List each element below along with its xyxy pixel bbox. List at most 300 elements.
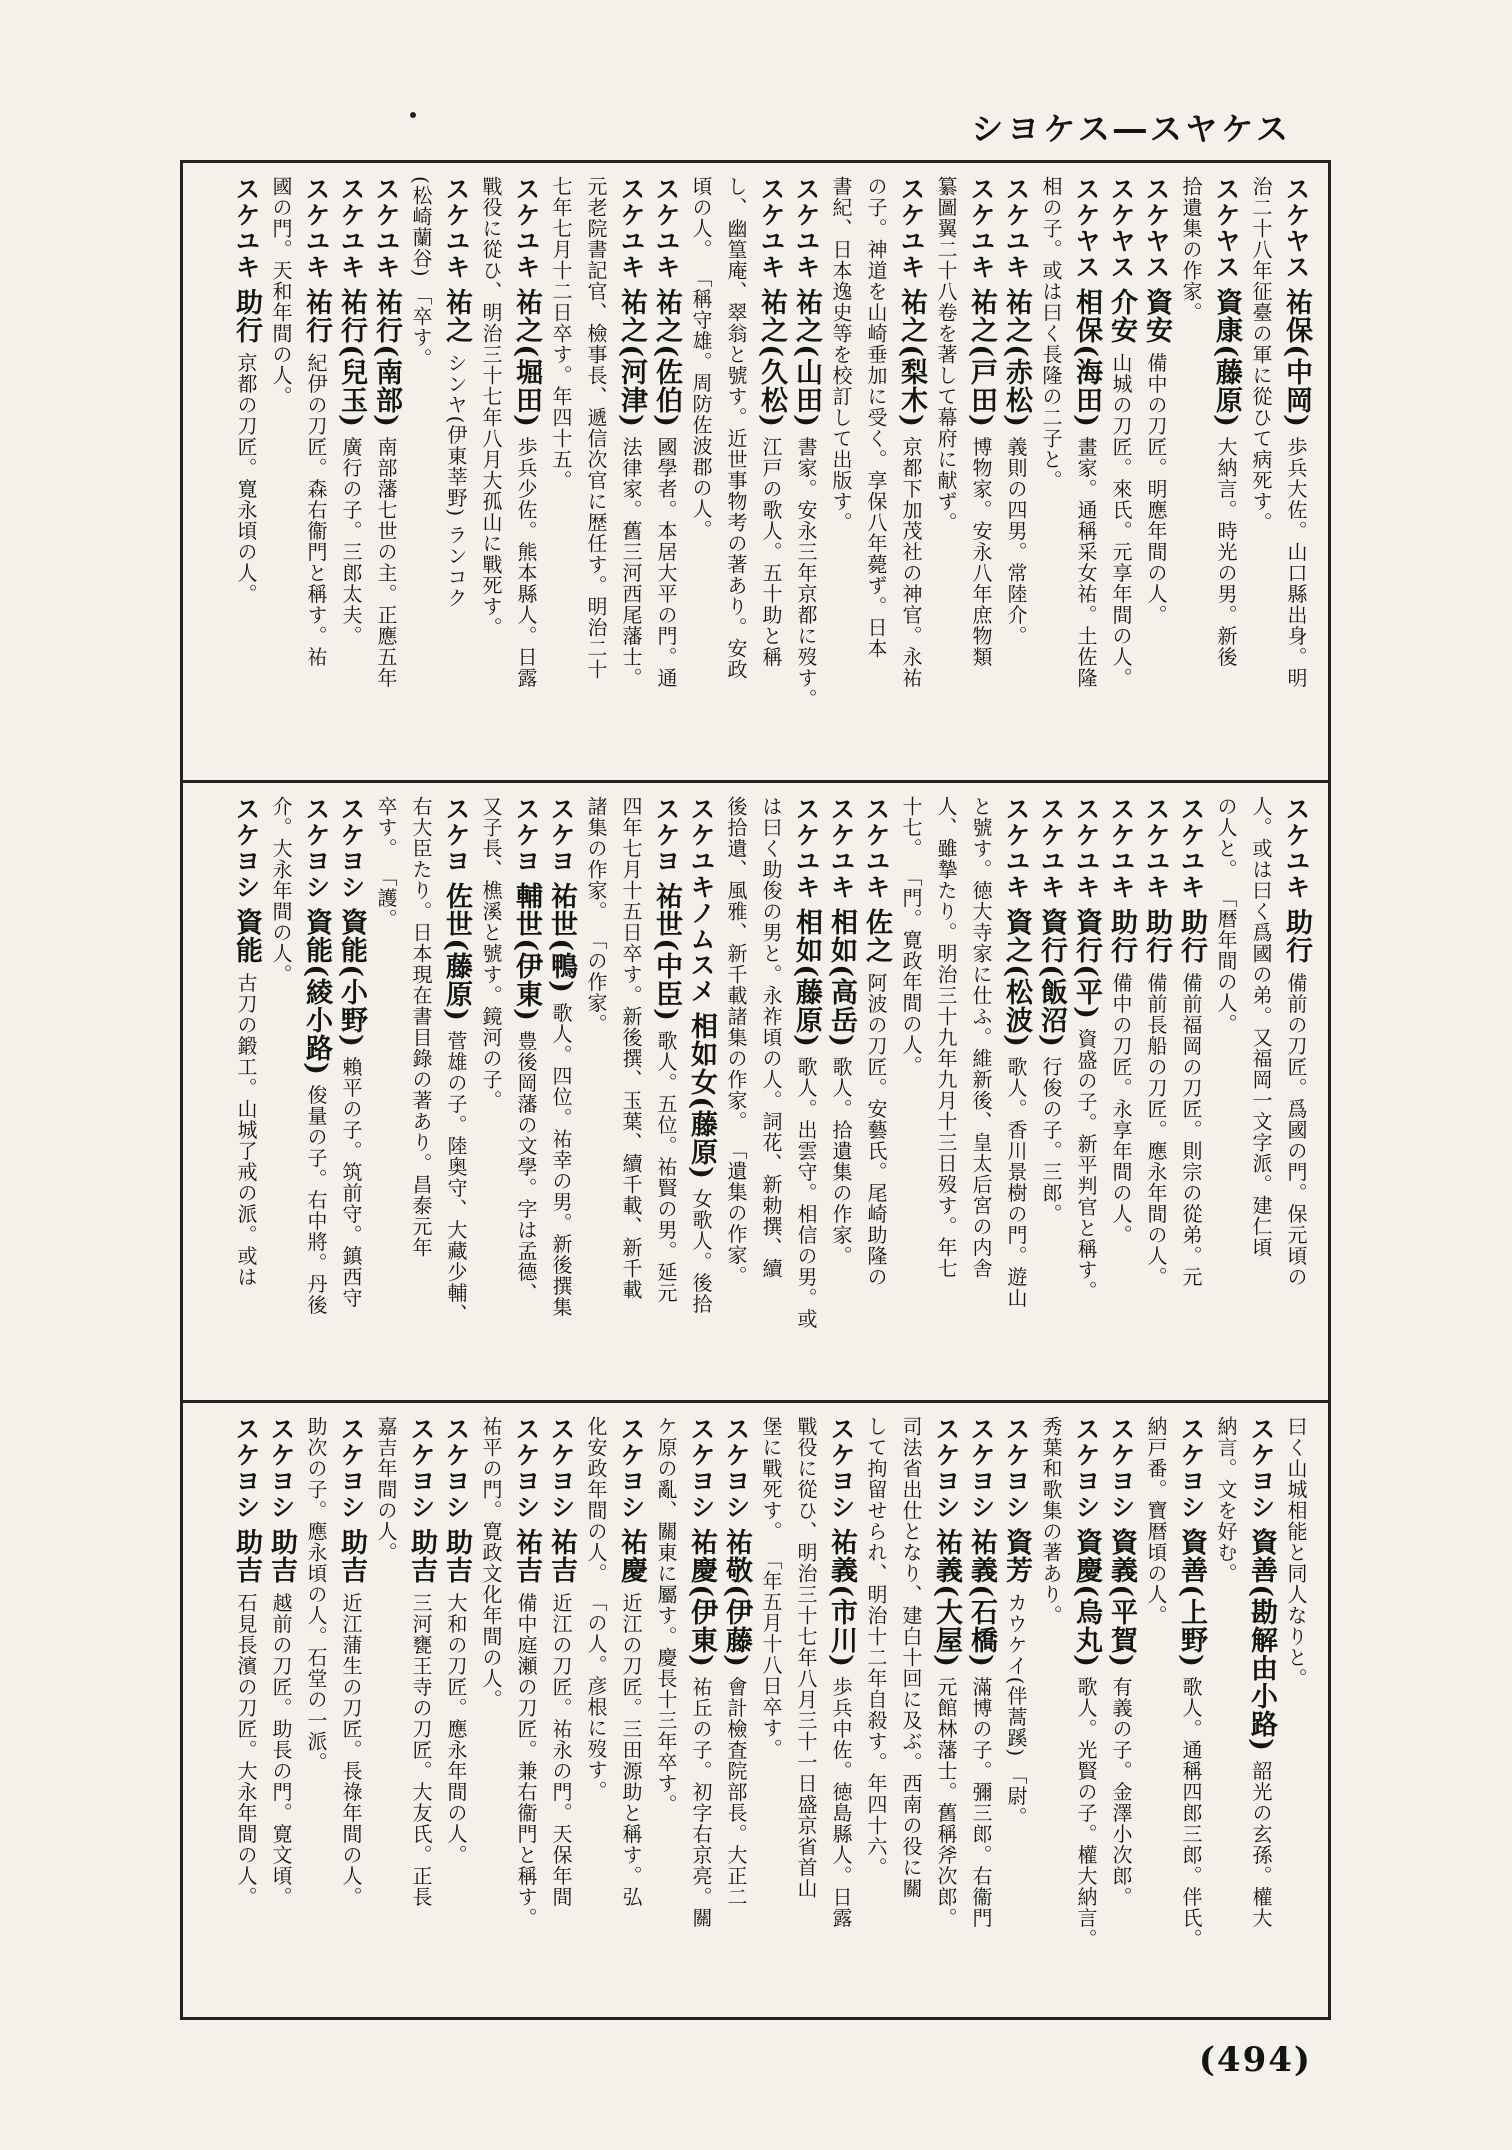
entry-name: 資行(平) <box>1071 908 1102 1020</box>
entry-name: 助行 <box>1106 908 1137 965</box>
entry-name: 祐之(赤松) <box>1001 288 1032 428</box>
entry-description: 近江蒲生の刀匠。長祿年間の人。 <box>339 1592 363 1908</box>
entry-column <box>439 176 474 770</box>
entry-description: 治二十八年征臺の軍に從ひて病死す。 <box>1249 176 1273 533</box>
continuation-column <box>474 176 509 770</box>
entry-reading: スケヨシ <box>1177 1416 1206 1520</box>
entry-description: 歌人。出雲守。相信の男。或 <box>794 1056 818 1330</box>
entry-reading: スケユキ <box>1037 796 1066 900</box>
entry-name: 相如(高岳) <box>826 908 857 1048</box>
entry-column <box>299 176 334 770</box>
entry-name: 祐行 <box>301 288 332 345</box>
entry-description: 有義の子。金澤小次郎。 <box>1109 1676 1133 1908</box>
entry-description: 元館林藩士。舊稱斧次郎。 <box>934 1676 958 1929</box>
entry-description: 戰役に從ひ、明治三十七年八月三十一日盛京省首山 <box>794 1416 818 1899</box>
entry-name: 祐之(佐伯) <box>651 288 682 428</box>
entry-column <box>509 176 544 770</box>
entry-reading: スケユキ <box>652 176 681 280</box>
entry-column <box>929 1416 964 2010</box>
entry-name: 祐之(山田) <box>791 288 822 428</box>
continuation-column <box>544 176 579 770</box>
entry-column <box>964 176 999 770</box>
entry-name: 介安 <box>1106 288 1137 345</box>
entry-reading: スケユキ <box>1072 796 1101 900</box>
entry-reading: スケユキノムスメ <box>687 796 716 1004</box>
entry-description: 拾遺集の作家。 <box>1179 176 1203 323</box>
entry-name: 資慶(烏丸) <box>1071 1528 1102 1668</box>
entry-description: し、幽篁庵、翠翁と號す。近世事物考の著あり。安政 <box>724 176 748 680</box>
entry-reading: スケヨシ <box>967 1416 996 1520</box>
entry-description: 助次の子。應永頃の人。石堂の一派。 <box>304 1416 328 1773</box>
entry-reading: スケユキ <box>1177 796 1206 900</box>
entry-reading: スケヨシ <box>1072 1416 1101 1520</box>
continuation-column <box>579 1416 614 2010</box>
continuation-column <box>894 796 929 1390</box>
entry-reading: スケユキ <box>1107 796 1136 900</box>
entry-name: 祐之(堀田) <box>511 288 542 428</box>
entry-description: 大和の刀匠。應永年間の人。 <box>444 1592 468 1866</box>
entry-description: 歩兵中佐。徳島縣人。日露 <box>829 1676 853 1929</box>
continuation-column <box>1034 1416 1069 2010</box>
entry-description: 又子長、樵溪と號す。鏡河の子。 <box>479 796 503 1111</box>
continuation-column <box>404 796 439 1390</box>
entry-column <box>964 1416 999 2010</box>
entry-reading: スケヨシ <box>687 1416 716 1520</box>
continuation-column <box>1209 1416 1244 2010</box>
entry-column <box>404 1416 439 2010</box>
entry-column <box>1174 796 1209 1390</box>
entry-description: 歌人。拾遺集の作家。 <box>829 1056 853 1267</box>
entry-description: 山城の刀匠。來氏。元享年間の人。 <box>1109 352 1133 689</box>
continuation-column <box>719 796 754 1390</box>
entry-column <box>439 796 474 1390</box>
entry-column <box>1069 1416 1104 2010</box>
entry-column <box>754 176 789 770</box>
top-rule <box>183 160 1328 163</box>
entry-name: 資康(藤原) <box>1211 288 1242 428</box>
entry-column <box>509 796 544 1390</box>
continuation-column <box>1279 1416 1314 2010</box>
entry-reading: スケヨシ <box>827 1416 856 1520</box>
entry-column <box>334 796 369 1390</box>
entry-column <box>264 1416 299 2010</box>
entry-description: 滿博の子。彌三郎。右衞門 <box>969 1676 993 1929</box>
entry-reading: スケユキ <box>372 176 401 280</box>
entry-name: 祐敬(伊藤) <box>721 1528 752 1668</box>
entry-column <box>649 176 684 770</box>
entry-column <box>684 1416 719 2010</box>
entry-column <box>1279 176 1314 770</box>
entry-description: 四年七月十五日卒す。新後撰、玉葉、續千載、新千載 <box>619 796 643 1300</box>
entry-name: 祐行(南部) <box>371 288 402 428</box>
section-divider <box>183 1400 1328 1403</box>
entry-reading: スケユキ <box>617 176 646 280</box>
entry-description: 江戸の歌人。五十助と稱 <box>759 436 783 668</box>
entry-description: の人と。 「暦年間の人。 <box>1214 796 1238 1035</box>
entry-description: 畫家。通稱采女祐。土佐隆 <box>1074 436 1098 689</box>
bottom-rule <box>183 2017 1328 2020</box>
entry-reading: スケユキ <box>827 796 856 900</box>
entry-column <box>299 796 334 1390</box>
continuation-column <box>789 1416 824 2010</box>
entry-reading: スケヨシ <box>617 1416 646 1520</box>
entry-column <box>649 796 684 1390</box>
entry-reading: スケヤス <box>1107 176 1136 280</box>
entry-name: 助吉 <box>266 1528 297 1585</box>
entry-name: 助吉 <box>336 1528 367 1585</box>
entry-description: 歩兵大佐。山口縣出身。明 <box>1284 436 1308 689</box>
entry-description: 古刀の鍛工。山城了戒の派。或は <box>234 972 258 1288</box>
entry-reading: スケユキ <box>1002 796 1031 900</box>
entry-name: 祐之(梨木) <box>896 288 927 428</box>
continuation-column <box>1244 796 1279 1390</box>
entry-description: 備中の刀匠。明應年間の人。 <box>1144 352 1168 626</box>
entry-reading: スケヨシ <box>337 796 366 900</box>
entry-name: 祐義(石橋) <box>966 1528 997 1668</box>
entry-description: (松崎蘭谷) 「卒す。 <box>409 176 433 369</box>
entry-column <box>1069 176 1104 770</box>
entry-name: 相保(海田) <box>1071 288 1102 428</box>
entry-description: 化安政年間の人。 「の人。彦根に歿す。 <box>584 1416 608 1802</box>
entry-reading: スケヨシ <box>232 1416 261 1520</box>
entry-description: 堡に戰死す。 「年五月十八日卒す。 <box>759 1416 783 1760</box>
entry-description: 備前福岡の刀匠。則宗の從弟。元 <box>1179 972 1203 1288</box>
entry-description: 會計檢査院部長。大正二 <box>724 1676 748 1908</box>
entry-column <box>334 1416 369 2010</box>
entry-reading: スケヨシ <box>302 796 331 900</box>
continuation-column <box>824 176 859 770</box>
entry-description: 賴平の子。筑前守。鎮西守 <box>339 1056 363 1309</box>
entry-description: 行俊の子。三郎。 <box>1039 1056 1063 1225</box>
entry-name: 助吉 <box>406 1528 437 1585</box>
entry-column <box>999 176 1034 770</box>
entry-description: 女歌人。後拾 <box>689 1188 713 1315</box>
running-head: シヨケス―スヤケス <box>971 110 1292 148</box>
entry-description: 祐丘の子。初字右京亮。關 <box>689 1676 713 1929</box>
continuation-column <box>964 796 999 1390</box>
entry-description: 介。大永年間の人。 <box>269 796 293 985</box>
entry-description: 備中の刀匠。永享年間の人。 <box>1109 972 1133 1246</box>
entry-column <box>1104 176 1139 770</box>
entry-name: 助行 <box>231 288 262 345</box>
entries-section-lower <box>183 1406 1328 2016</box>
entry-reading: スケヨシ <box>407 1416 436 1520</box>
entry-description: 嘉吉年間の人。 <box>374 1416 398 1563</box>
continuation-column <box>929 796 964 1390</box>
entry-name: 資芳 <box>1001 1528 1032 1585</box>
continuation-column <box>1034 176 1069 770</box>
entry-name: 資義(平賀) <box>1106 1528 1137 1668</box>
entry-description: 法律家。舊三河西尾藩士。 <box>619 436 643 689</box>
entry-name: 祐保(中岡) <box>1281 288 1312 428</box>
entry-reading: スケヨシ <box>1002 1416 1031 1520</box>
entry-description: 資盛の子。新平判官と稱す。 <box>1074 1028 1098 1302</box>
entry-reading: スケヨ <box>547 796 576 874</box>
entry-column <box>334 176 369 770</box>
entry-description: は曰く助俊の男と。永祚頃の人。詞花、新勅撰、續 <box>759 796 783 1279</box>
entry-reading: スケユキ <box>512 176 541 280</box>
continuation-column <box>474 1416 509 2010</box>
continuation-column <box>859 176 894 770</box>
entry-description: カウケイ(伴蒿蹊) 「尉。 <box>1004 1592 1028 1828</box>
entry-column <box>999 796 1034 1390</box>
entry-description: 阿波の刀匠。安藝氏。尾崎助隆の <box>864 972 888 1288</box>
entry-column <box>1209 176 1244 770</box>
entry-reading: スケユキ <box>232 176 261 280</box>
entry-reading: スケユキ <box>1282 796 1311 900</box>
continuation-column <box>1209 796 1244 1390</box>
entry-description: 韶光の玄孫。權大 <box>1249 1760 1273 1929</box>
entry-name: 助吉 <box>441 1528 472 1585</box>
entry-description: 後拾遺、風雅、新千載諸集の作家。 「遺集の作家。 <box>724 796 748 1287</box>
entry-description: 曰く山城相能と同人なりと。 <box>1284 1416 1308 1689</box>
entry-description: 人。或は曰く爲國の弟。又福岡一文字派。建仁頃 <box>1249 796 1273 1258</box>
entry-column <box>824 796 859 1390</box>
continuation-column <box>579 176 614 770</box>
entry-column <box>1174 1416 1209 2010</box>
entry-description: 備前長船の刀匠。應永年間の人。 <box>1144 972 1168 1288</box>
entry-column <box>1104 796 1139 1390</box>
entry-column <box>999 1416 1034 2010</box>
entry-reading: スケヤス <box>1142 176 1171 280</box>
entry-column <box>684 796 719 1390</box>
entry-description: 備前の刀匠。爲國の門。保元頃の <box>1284 972 1308 1288</box>
section-divider <box>183 780 1328 783</box>
entry-description: 國學者。本居大平の門。通 <box>654 436 678 689</box>
entry-description: 十七。 「門。寛政年間の人。 <box>899 796 923 1077</box>
entry-column <box>1244 1416 1279 2010</box>
entry-reading: スケヨシ <box>932 1416 961 1520</box>
entry-reading: スケヨ <box>512 796 541 874</box>
entry-column <box>229 1416 264 2010</box>
entry-column <box>229 176 264 770</box>
entry-name: 祐之 <box>441 288 472 345</box>
entry-name: 祐世(中臣) <box>651 882 682 1022</box>
continuation-column <box>614 796 649 1390</box>
continuation-column <box>929 176 964 770</box>
continuation-column <box>894 1416 929 2010</box>
continuation-column <box>859 1416 894 2010</box>
entry-name: 相如(藤原) <box>791 908 822 1048</box>
entry-description: 司法省出仕となり、建白十回に及ぶ。西南の役に關 <box>899 1416 923 1899</box>
entry-column <box>439 1416 474 2010</box>
entry-description: 納言。文を好む。 <box>1214 1416 1238 1584</box>
entry-column <box>789 796 824 1390</box>
entry-description: 菅雄の子。陸奥守、大藏少輔、 <box>444 1030 468 1325</box>
continuation-column <box>1139 1416 1174 2010</box>
entry-name: 資能 <box>231 908 262 965</box>
entry-description: と號す。徳大寺家に仕ふ。維新後、皇太后宮の内舎 <box>969 796 993 1279</box>
entry-name: 助吉 <box>231 1528 262 1585</box>
entries-section-upper <box>183 166 1328 776</box>
entry-reading: スケヨシ <box>512 1416 541 1520</box>
entry-description: 近江の刀匠。祐永の門。天保年間 <box>549 1592 573 1908</box>
entry-reading: スケユキ <box>792 176 821 280</box>
entry-column <box>369 176 404 770</box>
continuation-column <box>264 796 299 1390</box>
entry-column <box>1279 796 1314 1390</box>
continuation-column <box>369 1416 404 2010</box>
continuation-column <box>474 796 509 1390</box>
entry-description: 俊量の子。右中將。丹後 <box>304 1084 328 1316</box>
entry-reading: スケヤス <box>1072 176 1101 280</box>
continuation-column <box>299 1416 334 2010</box>
entry-description: ケ原の亂、關東に屬す。慶長十三年卒す。 <box>654 1416 678 1815</box>
entry-name: 輔世(伊東) <box>511 882 542 1022</box>
entry-name: 祐行(兒玉) <box>336 288 367 428</box>
continuation-column <box>404 176 439 770</box>
entry-description: 書家。安永三年京都に歿す。 <box>794 436 818 710</box>
continuation-column <box>579 796 614 1390</box>
entry-reading: スケユキ <box>302 176 331 280</box>
entry-name: 祐吉 <box>511 1528 542 1585</box>
entry-name: 祐之(久松) <box>756 288 787 428</box>
entry-column <box>1069 796 1104 1390</box>
entry-name: 助行 <box>1176 908 1207 965</box>
entries-section-middle <box>183 786 1328 1396</box>
entry-column <box>1034 796 1069 1390</box>
continuation-column <box>719 176 754 770</box>
entry-description: 右大臣たり。日本現在書目錄の著あり。昌泰元年 <box>409 796 433 1258</box>
entry-reading: スケヨシ <box>722 1416 751 1520</box>
entry-description: 相の子。或は曰く長隆の二子と。 <box>1039 176 1063 491</box>
entry-name: 助行 <box>1281 908 1312 965</box>
entry-name: 祐義(大屋) <box>931 1528 962 1668</box>
entry-reading: スケヨ <box>442 796 471 874</box>
continuation-column <box>754 1416 789 2010</box>
entry-description: 纂圖翼二十八卷を著して幕府に献ず。 <box>934 176 958 533</box>
entry-description: 歌人。通稱四郎三郎。伴氏。 <box>1179 1676 1203 1950</box>
entry-description: シンヤ(伊東莘野) ランコク <box>444 352 468 609</box>
continuation-column <box>369 796 404 1390</box>
entry-name: 祐慶 <box>616 1528 647 1585</box>
entry-reading: スケヨシ <box>267 1416 296 1520</box>
entry-description: 歌人。五位。祐賢の男。延元 <box>654 1030 678 1304</box>
entry-name: 資安 <box>1141 288 1172 345</box>
entry-description: 廣行の子。三郎太夫。 <box>339 436 363 647</box>
entry-description: 備中庭瀬の刀匠。兼右衞門と稱す。 <box>514 1592 538 1929</box>
text-frame <box>180 160 1331 2020</box>
entry-reading: スケヤス <box>1282 176 1311 280</box>
entry-description: 歌人。四位。祐幸の男。新後撰集 <box>549 1002 573 1318</box>
entry-name: 資行(飯沼) <box>1036 908 1067 1048</box>
entry-description: 三河甕王寺の刀匠。大友氏。正長 <box>409 1592 433 1908</box>
entry-column <box>614 176 649 770</box>
entry-reading: スケユキ <box>967 176 996 280</box>
entry-reading: スケユキ <box>337 176 366 280</box>
entry-column <box>229 796 264 1390</box>
entry-reading: スケユキ <box>792 796 821 900</box>
entry-description: 祐平の門。寛政文化年間の人。 <box>479 1416 503 1710</box>
entry-reading: スケユキ <box>1142 796 1171 900</box>
entry-description: 歩兵少佐。熊本縣人。日露 <box>514 436 538 689</box>
entry-description: 頃の人。 「稱守雄。周防佐波郡の人。 <box>689 176 713 541</box>
entry-name: 祐慶(伊東) <box>686 1528 717 1668</box>
entry-description: 卒す。 「護。 <box>374 796 398 930</box>
entry-name: 資之(松波) <box>1001 908 1032 1048</box>
entry-reading: スケユキ <box>1002 176 1031 280</box>
continuation-column <box>649 1416 684 2010</box>
entry-description: 諸集の作家。 「の作家。 <box>584 796 608 1035</box>
entry-column <box>859 796 894 1390</box>
entry-name: 祐義(市川) <box>826 1528 857 1668</box>
entry-description: 越前の刀匠。助長の門。寛文頃。 <box>269 1592 293 1908</box>
entry-description: 紀伊の刀匠。森右衞門と稱す。祐 <box>304 352 328 668</box>
entry-name: 相如女(藤原) <box>686 1012 717 1180</box>
entry-reading: スケユキ <box>897 176 926 280</box>
page-number: (494) <box>1198 2040 1312 2080</box>
entry-description: 近江の刀匠。三田源助と稱す。弘 <box>619 1592 643 1908</box>
entry-column <box>1139 176 1174 770</box>
entry-reading: スケヨシ <box>1107 1416 1136 1520</box>
entry-reading: スケユキ <box>862 796 891 900</box>
entry-name: 祐世(鴨) <box>546 882 577 994</box>
entry-name: 祐吉 <box>546 1528 577 1585</box>
entry-column <box>1139 796 1174 1390</box>
entry-column <box>719 1416 754 2010</box>
continuation-column <box>1174 176 1209 770</box>
entry-description: 豊後岡藩の文學。字は孟德、 <box>514 1030 538 1304</box>
entry-reading: スケユキ <box>757 176 786 280</box>
entry-reading: スケヨシ <box>337 1416 366 1520</box>
entry-name: 助行 <box>1141 908 1172 965</box>
entry-column <box>894 176 929 770</box>
entry-description: 歌人。香川景樹の門。遊山 <box>1004 1056 1028 1309</box>
entry-reading: スケヨシ <box>1247 1416 1276 1520</box>
entry-description: 京都下加茂社の神官。永祐 <box>899 436 923 689</box>
entry-name: 祐之(河津) <box>616 288 647 428</box>
entry-description: 歌人。光賢の子。權大納言。 <box>1074 1676 1098 1950</box>
ink-dot <box>410 112 416 118</box>
entry-description: 義則の四男。常陸介。 <box>1004 436 1028 647</box>
entry-column <box>824 1416 859 2010</box>
entry-column <box>614 1416 649 2010</box>
entry-description: 大納言。時光の男。新後 <box>1214 436 1238 668</box>
entry-description: 元老院書記官、檢事長、遞信次官に歴任す。明治二十 <box>584 176 608 680</box>
entry-reading: スケヤス <box>1212 176 1241 280</box>
continuation-column <box>1244 176 1279 770</box>
entry-reading: スケヨシ <box>547 1416 576 1520</box>
entry-description: 國の門。天和年間の人。 <box>269 176 293 407</box>
entry-name: 資善(上野) <box>1176 1528 1207 1668</box>
entry-name: 資善(勘解由小路) <box>1246 1528 1277 1752</box>
entry-description: 人、雖摯たり。明治三十九年九月十三日歿す。年七 <box>934 796 958 1279</box>
entry-column <box>1104 1416 1139 2010</box>
entry-description: 京都の刀匠。寛永頃の人。 <box>234 352 258 605</box>
entry-name: 佐世(藤原) <box>441 882 472 1022</box>
entry-column <box>509 1416 544 2010</box>
entry-description: 秀葉和歌集の著あり。 <box>1039 1416 1063 1626</box>
entry-name: 資能(小野) <box>336 908 367 1048</box>
entry-column <box>789 176 824 770</box>
entry-description: して拘留せられ、明治十二年自殺す。年四十六。 <box>864 1416 888 1878</box>
entry-reading: スケヨシ <box>232 796 261 900</box>
entry-description: 七年七月十二日卒す。年四十五。 <box>549 176 573 491</box>
entry-description: 書紀、日本逸史等を校訂して出版す。 <box>829 176 853 533</box>
entry-column <box>544 796 579 1390</box>
entry-column <box>544 1416 579 2010</box>
entry-description: の子。神道を山崎垂加に受く。享保八年薨ず。日本 <box>864 176 888 659</box>
entry-name: 佐之 <box>861 908 892 965</box>
continuation-column <box>684 176 719 770</box>
entry-description: 南部藩七世の主。正應五年 <box>374 436 398 689</box>
entry-description: 戰役に從ひ、明治三十七年八月大孤山に戰死す。 <box>479 176 503 638</box>
continuation-column <box>264 176 299 770</box>
entry-reading: スケユキ <box>442 176 471 280</box>
entry-reading: スケヨシ <box>442 1416 471 1520</box>
entry-reading: スケヨ <box>652 796 681 874</box>
entry-name: 資能(綾小路) <box>301 908 332 1076</box>
